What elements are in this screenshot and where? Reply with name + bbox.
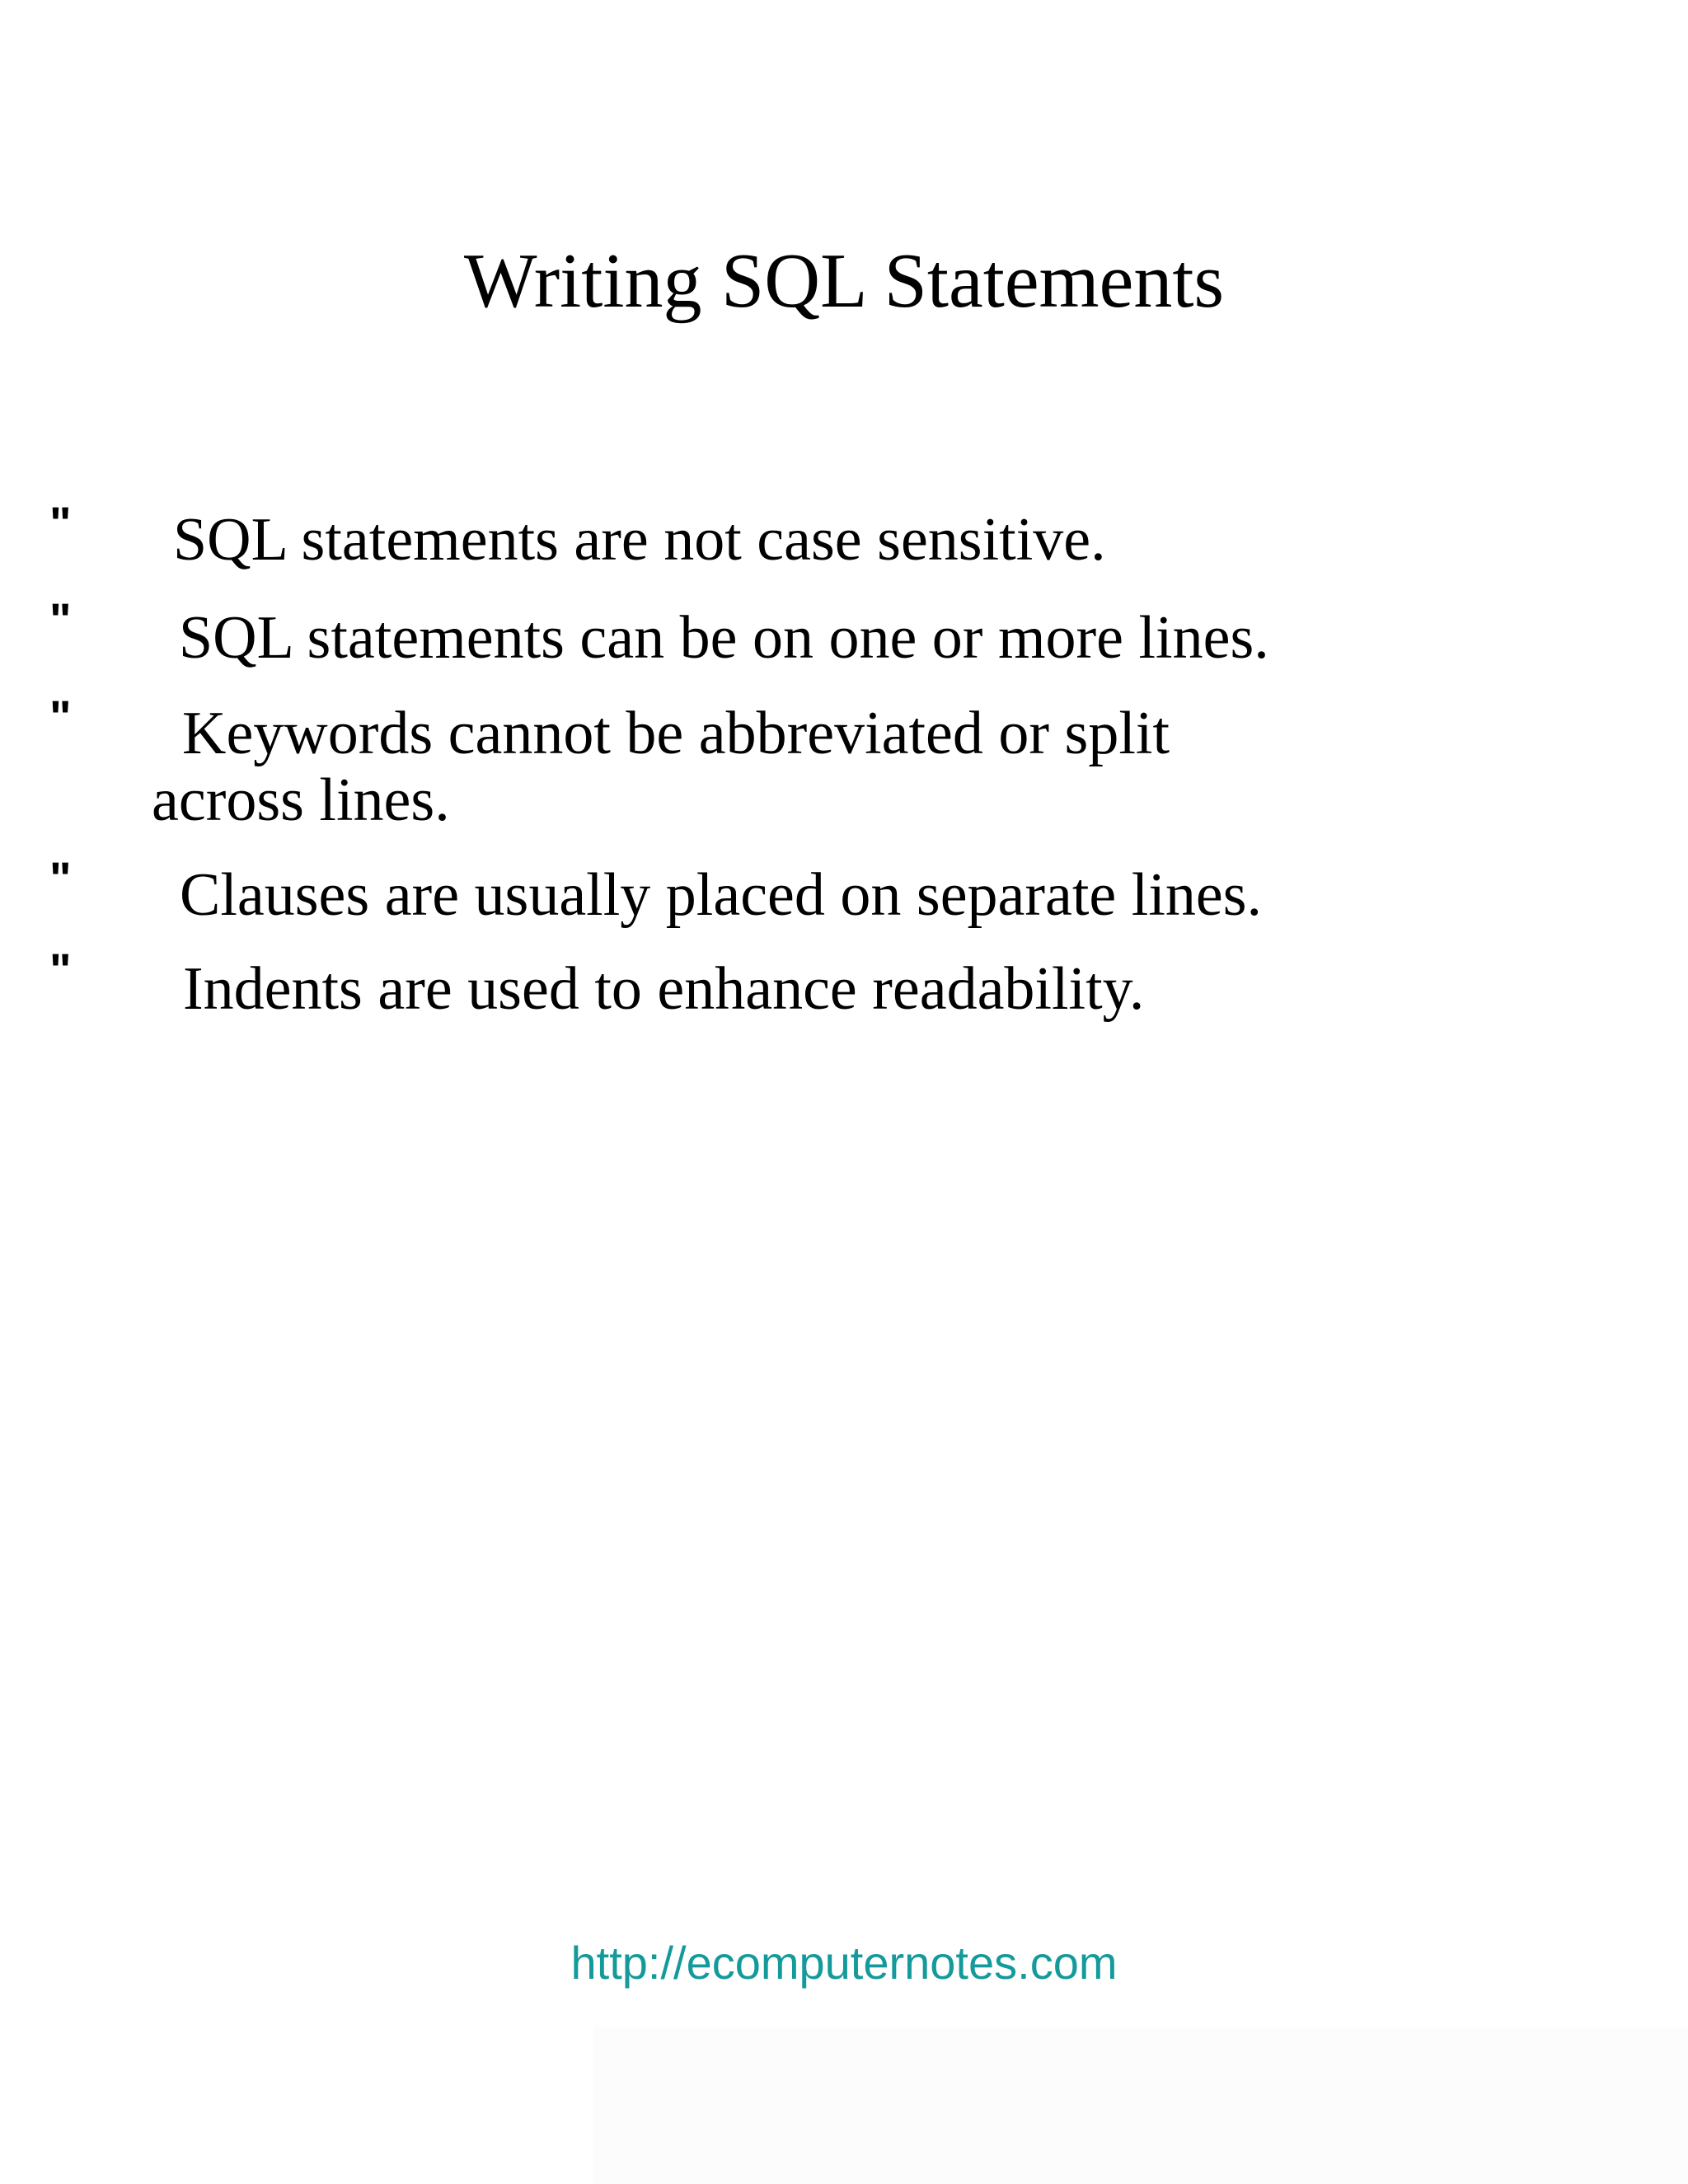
footer-url-link[interactable]: http://ecomputernotes.com	[570, 1937, 1118, 1989]
bullet-marker: "	[49, 944, 72, 996]
list-item: SQL statements can be on one or more lines.	[179, 604, 1269, 672]
list-item: SQL statements are not case sensitive.	[173, 506, 1106, 574]
list-item: Indents are used to enhance readability.	[183, 955, 1145, 1023]
bullet-marker: "	[49, 497, 72, 549]
list-item-continuation: across lines.	[152, 766, 450, 834]
background-panel	[593, 2027, 1688, 2184]
slide-title: Writing SQL Statements	[463, 238, 1225, 324]
bullet-marker: "	[49, 593, 72, 645]
list-item: Keywords cannot be abbreviated or split	[182, 700, 1170, 767]
list-item: Clauses are usually placed on separate lines.	[180, 861, 1263, 929]
bullet-marker: "	[49, 852, 72, 904]
bullet-marker: "	[49, 691, 72, 743]
